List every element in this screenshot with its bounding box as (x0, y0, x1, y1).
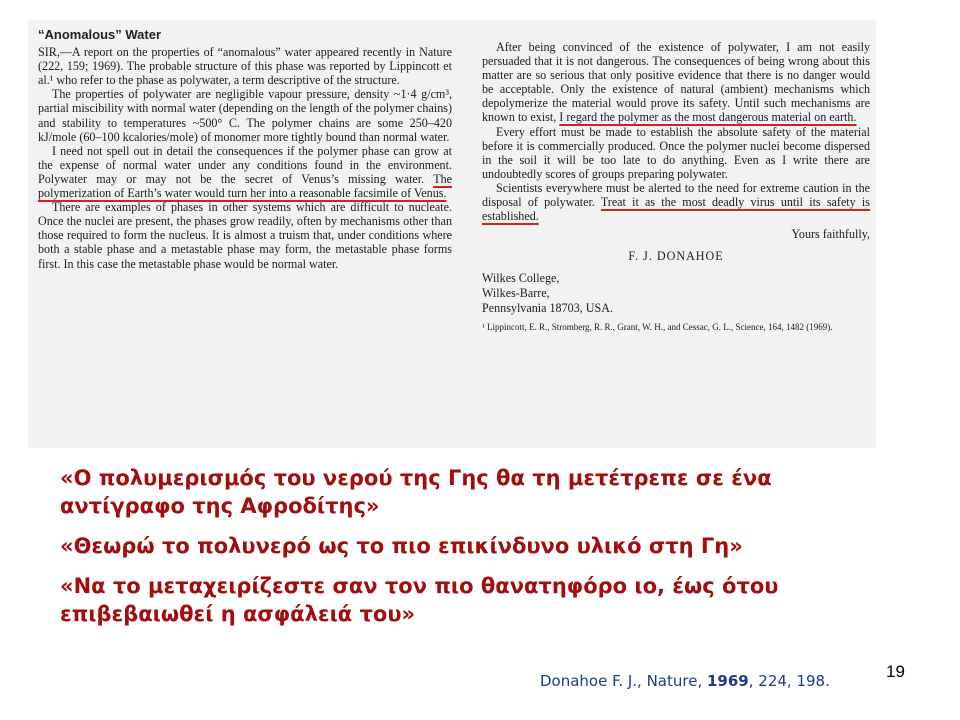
paragraph (482, 181, 870, 223)
paragraph-text: I need not spell out in detail the consequences if the polymer phase can grow at the expense of normal water under any conditions found in the environment. Polywater may or may not be the secret of Venus’s missing water. (38, 143, 452, 186)
footnote: ¹ Lippincott, E. R., Stromberg, R. R., Grant, W. H., and Cessac, G. L., Science, 164, 1482 (1969). (482, 322, 833, 333)
address (482, 271, 870, 316)
address-line: Wilkes-Barre, (482, 286, 550, 301)
paragraph (482, 40, 870, 125)
signature: F. J. DONAHOE (628, 249, 724, 264)
closing: Yours faithfully, (791, 227, 870, 242)
greek-quotes (60, 464, 880, 640)
paragraph: SIR,—A report on the properties of “anomalous” water appeared recently in Nature (222, 159; 1969). The probable structure of this phase was reported by Lippincott et al.¹ who refer to the phase as polywater, a term descriptive of the structure. (38, 45, 452, 88)
paragraph-text: Scientists everywhere must be alerted to the need for extreme caution in the disposal of polywater. (482, 180, 870, 210)
quote-virus: «Να το μεταχειρίζεστε σαν τον πιο θανατηφόρο ιο, έως ότου επιβεβαιωθεί η ασφάλειά του» (60, 574, 779, 626)
article-title: “Anomalous” Water (38, 27, 162, 42)
highlighted-sentence: Treat it as the most deadly virus until its safety is established. (482, 195, 870, 224)
quote-dangerous: «Θεωρώ το πολυνερό ως το πιο επικίνδυνο υλικό στη Γη» (60, 534, 743, 558)
paragraph: Every effort must be made to establish the absolute safety of the material before it is commercially produced. Once the polymer nuclei become dispersed in the soil it will be too late to do anything. Even as I write there are undoubtedly scores of groups preparing polywater. (482, 124, 870, 181)
highlighted-sentence: The polymerization of Earth’s water would turn her into a reasonable facsimile of Venus. (38, 171, 452, 201)
paragraph (38, 144, 452, 200)
page-number: 19 (886, 662, 905, 681)
paragraph: There are examples of phases in other systems which are difficult to nucleate. Once the nuclei are present, the phases grow readily, often by mechanisms other than those required to form the nucleus. It is almost a truism that, under conditions where both a stable phase and a metastable phase may form, the metastable phase forms first. In this case the metastable phase would be normal water. (38, 200, 452, 271)
paragraph: The properties of polywater are negligible vapour pressure, density ~1·4 g/cm³, partial miscibility with normal water (depending on the length of the polymer chains) and stability to temperatures ~500° C. The polymer chains are some 250–420 kJ/mole (60–100 kcalories/mole) of monomer more tightly bound than normal water. (38, 87, 452, 144)
right-column (482, 40, 870, 333)
highlighted-sentence: I regard the polymer as the most dangerous material on earth. (559, 110, 857, 125)
paragraph-text: After being convinced of the existence of polywater, I am not easily persuaded that it is not dangerous. The consequences of being wrong about this matter are so serious that only positive evidence that there is no danger would be acceptable. Only the existence of natural (ambient) mechanisms which depolymerize the material would prove its safety. Until such mechanisms are known to exist, (482, 40, 870, 125)
address-line: Pennsylvania 18703, USA. (482, 301, 614, 316)
article-scan (28, 20, 876, 448)
citation-year: 1969 (707, 672, 749, 690)
quote-venus: «Ο πολυμερισμός του νερού της Γης θα τη μετέτρεπε σε ένα αντίγραφο της Αφροδίτης» (60, 466, 772, 518)
citation-prefix: Donahoe F. J., Nature, (540, 672, 707, 690)
citation-suffix: , 224, 198. (748, 672, 830, 690)
address-line: Wilkes College, (482, 271, 560, 286)
left-column (38, 28, 452, 271)
citation (540, 672, 830, 690)
